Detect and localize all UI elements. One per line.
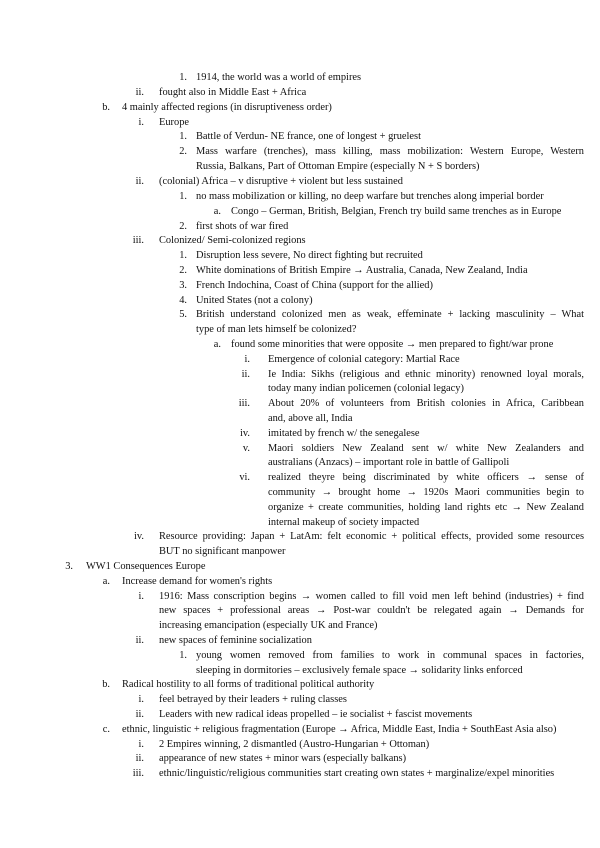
outline-item — [0, 117, 600, 131]
outline-item — [0, 235, 600, 249]
outline-item-continuation — [0, 383, 600, 397]
item-text: young women removed from families to work in communal spaces in factories, — [196, 650, 584, 661]
list-marker: 5. — [179, 309, 187, 320]
outline-item — [0, 354, 600, 368]
item-text: Resource providing: Japan + LatAm: felt economic + political effects, provided some resources — [159, 531, 584, 542]
list-marker: 1. — [179, 250, 187, 261]
outline-item — [0, 428, 600, 442]
outline-item — [0, 221, 600, 235]
outline-item — [0, 131, 600, 145]
outline-item — [0, 265, 600, 279]
item-text: Radical hostility to all forms of traditional political authority — [122, 679, 375, 690]
item-text: Battle of Verdun- NE france, one of longest + gruelest — [196, 131, 421, 142]
outline-item — [0, 309, 600, 323]
list-marker: ii. — [135, 176, 144, 187]
item-text: ethnic/linguistic/religious communities start creating own states + marginalize/expel minorities — [159, 768, 555, 779]
list-marker: ii. — [135, 753, 144, 764]
outline-item — [0, 280, 600, 294]
outline-item — [0, 724, 600, 738]
list-marker: i. — [138, 591, 144, 602]
list-marker: vi. — [239, 472, 250, 483]
item-text: 1914, the world was a world of empires — [196, 72, 362, 83]
outline-item — [0, 768, 600, 782]
outline-item-continuation — [0, 502, 600, 516]
item-text: Colonized/ Semi-colonized regions — [159, 235, 306, 246]
item-text: Ie India: Sikhs (religious and ethnic minority) renowned loyal morals, — [268, 369, 584, 380]
outline-item — [0, 250, 600, 264]
outline-item — [0, 206, 600, 220]
list-marker: 1. — [179, 650, 187, 661]
list-marker: i. — [138, 117, 144, 128]
item-text: 4 mainly affected regions (in disruptiveness order) — [122, 102, 332, 113]
outline-item-continuation — [0, 517, 600, 531]
item-text: 2 Empires winning, 2 dismantled (Austro-Hungarian + Ottoman) — [159, 739, 430, 750]
outline-item — [0, 753, 600, 767]
item-text: found some minorities that were opposite → men prepared to fight/war prone — [231, 339, 554, 350]
outline-item — [0, 146, 600, 160]
item-text: feel betrayed by their leaders + ruling classes — [159, 694, 347, 705]
item-text: British understand colonized men as weak, effeminate + lacking masculinity – What — [196, 309, 584, 320]
outline-item — [0, 102, 600, 116]
item-text: WW1 Consequences Europe — [86, 561, 206, 572]
list-marker: 1. — [179, 131, 187, 142]
outline-item — [0, 295, 600, 309]
list-marker: v. — [242, 443, 250, 454]
outline-item — [0, 191, 600, 205]
list-marker: iii. — [132, 768, 144, 779]
item-text: Europe — [159, 117, 190, 128]
list-marker: ii. — [135, 87, 144, 98]
item-text: BUT no significant manpower — [159, 546, 286, 557]
item-text: today many indian policemen (colonial legacy) — [268, 383, 464, 394]
list-marker: i. — [138, 739, 144, 750]
outline-item-continuation — [0, 487, 600, 501]
item-text: French Indochina, Coast of China (support for the allied) — [196, 280, 433, 291]
outline-item — [0, 443, 600, 457]
list-marker: i. — [244, 354, 250, 365]
outline-item-continuation — [0, 324, 600, 338]
item-text: first shots of war fired — [196, 221, 289, 232]
list-marker: iv. — [133, 531, 144, 542]
list-marker: iii. — [132, 235, 144, 246]
list-marker: c. — [102, 724, 110, 735]
list-marker: ii. — [135, 709, 144, 720]
outline-item — [0, 339, 600, 353]
item-text: White dominations of British Empire → Australia, Canada, New Zealand, India — [196, 265, 528, 276]
outline-item-continuation — [0, 665, 600, 679]
outline-item — [0, 176, 600, 190]
outline-item — [0, 635, 600, 649]
item-text: internal makeup of society impacted — [268, 517, 420, 528]
item-text: Maori soldiers New Zealand sent w/ white New Zealanders and — [268, 443, 584, 454]
item-text: organize + create communities, holding land rights etc → New Zealand — [268, 502, 584, 513]
item-text: sleeping in dormitories – exclusively female space → solidarity links enforced — [196, 665, 523, 676]
item-text: 1916: Mass conscription begins → women called to fill void men left behind (industries) + find — [159, 591, 584, 602]
outline-item-continuation — [0, 605, 600, 619]
item-text: Mass warfare (trenches), mass killing, mass mobilization: Western Europe, Western — [196, 146, 584, 157]
item-text: community → brought home → 1920s Maori communities begin to — [268, 487, 584, 498]
list-marker: b. — [102, 102, 110, 113]
item-text: Leaders with new radical ideas propelled – ie socialist + fascist movements — [159, 709, 473, 720]
item-text: new spaces of feminine socialization — [159, 635, 312, 646]
list-marker: 2. — [179, 146, 187, 157]
list-marker: ii. — [241, 369, 250, 380]
outline-item-continuation — [0, 546, 600, 560]
item-text: Increase demand for women's rights — [122, 576, 273, 587]
list-marker: i. — [138, 694, 144, 705]
list-marker: iii. — [238, 398, 250, 409]
outline-item-continuation — [0, 161, 600, 175]
item-text: increasing emancipation (especially UK and France) — [159, 620, 378, 631]
item-text: About 20% of volunteers from British colonies in Africa, Caribbean — [268, 398, 584, 409]
list-marker: 3. — [65, 561, 73, 572]
item-text: Emergence of colonial category: Martial Race — [268, 354, 460, 365]
item-text: imitated by french w/ the senegalese — [268, 428, 420, 439]
outline-item — [0, 398, 600, 412]
item-text: realized theyre being discriminated by white officers → sense of — [268, 472, 584, 483]
outline-item — [0, 576, 600, 590]
list-marker: 1. — [179, 191, 187, 202]
outline-item-continuation — [0, 457, 600, 471]
item-text: type of man lets himself be colonized? — [196, 324, 357, 335]
outline-item — [0, 87, 600, 101]
outline-item — [0, 679, 600, 693]
outline-item — [0, 739, 600, 753]
item-text: new spaces + professional areas → Post-war couldn't be relegated again → Demands for — [159, 605, 584, 616]
outline-item — [0, 472, 600, 486]
outline-item — [0, 531, 600, 545]
list-marker: iv. — [239, 428, 250, 439]
list-marker: ii. — [135, 635, 144, 646]
item-text: ethnic, linguistic + religious fragmentation (Europe → Africa, Middle East, India + SouthEast Asia also) — [122, 724, 557, 735]
list-marker: a. — [213, 339, 221, 350]
list-marker: 4. — [179, 295, 187, 306]
outline-item — [0, 72, 600, 86]
list-marker: a. — [102, 576, 110, 587]
outline-item-continuation — [0, 413, 600, 427]
outline-item-continuation — [0, 620, 600, 634]
list-marker: a. — [213, 206, 221, 217]
list-marker: 1. — [179, 72, 187, 83]
item-text: appearance of new states + minor wars (especially balkans) — [159, 753, 407, 764]
item-text: United States (not a colony) — [196, 295, 313, 306]
outline-item — [0, 561, 600, 575]
item-text: Disruption less severe, No direct fighting but recruited — [196, 250, 423, 261]
item-text: (colonial) Africa – v disruptive + violent but less sustained — [159, 176, 403, 187]
item-text: australians (Anzacs) – important role in battle of Gallipoli — [268, 457, 510, 468]
outline-item — [0, 591, 600, 605]
list-marker: 3. — [179, 280, 187, 291]
outline-item — [0, 369, 600, 383]
item-text: fought also in Middle East + Africa — [159, 87, 307, 98]
outline-item — [0, 709, 600, 723]
list-marker: b. — [102, 679, 110, 690]
item-text: Russia, Balkans, Part of Ottoman Empire (especially N + S borders) — [196, 161, 480, 172]
list-marker: 2. — [179, 221, 187, 232]
item-text: and, above all, India — [268, 413, 353, 424]
item-text: no mass mobilization or killing, no deep warfare but trenches along imperial border — [196, 191, 544, 202]
outline-item — [0, 694, 600, 708]
outline-item — [0, 650, 600, 664]
item-text: Congo – German, British, Belgian, French try build same trenches as in Europe — [231, 206, 562, 217]
list-marker: 2. — [179, 265, 187, 276]
